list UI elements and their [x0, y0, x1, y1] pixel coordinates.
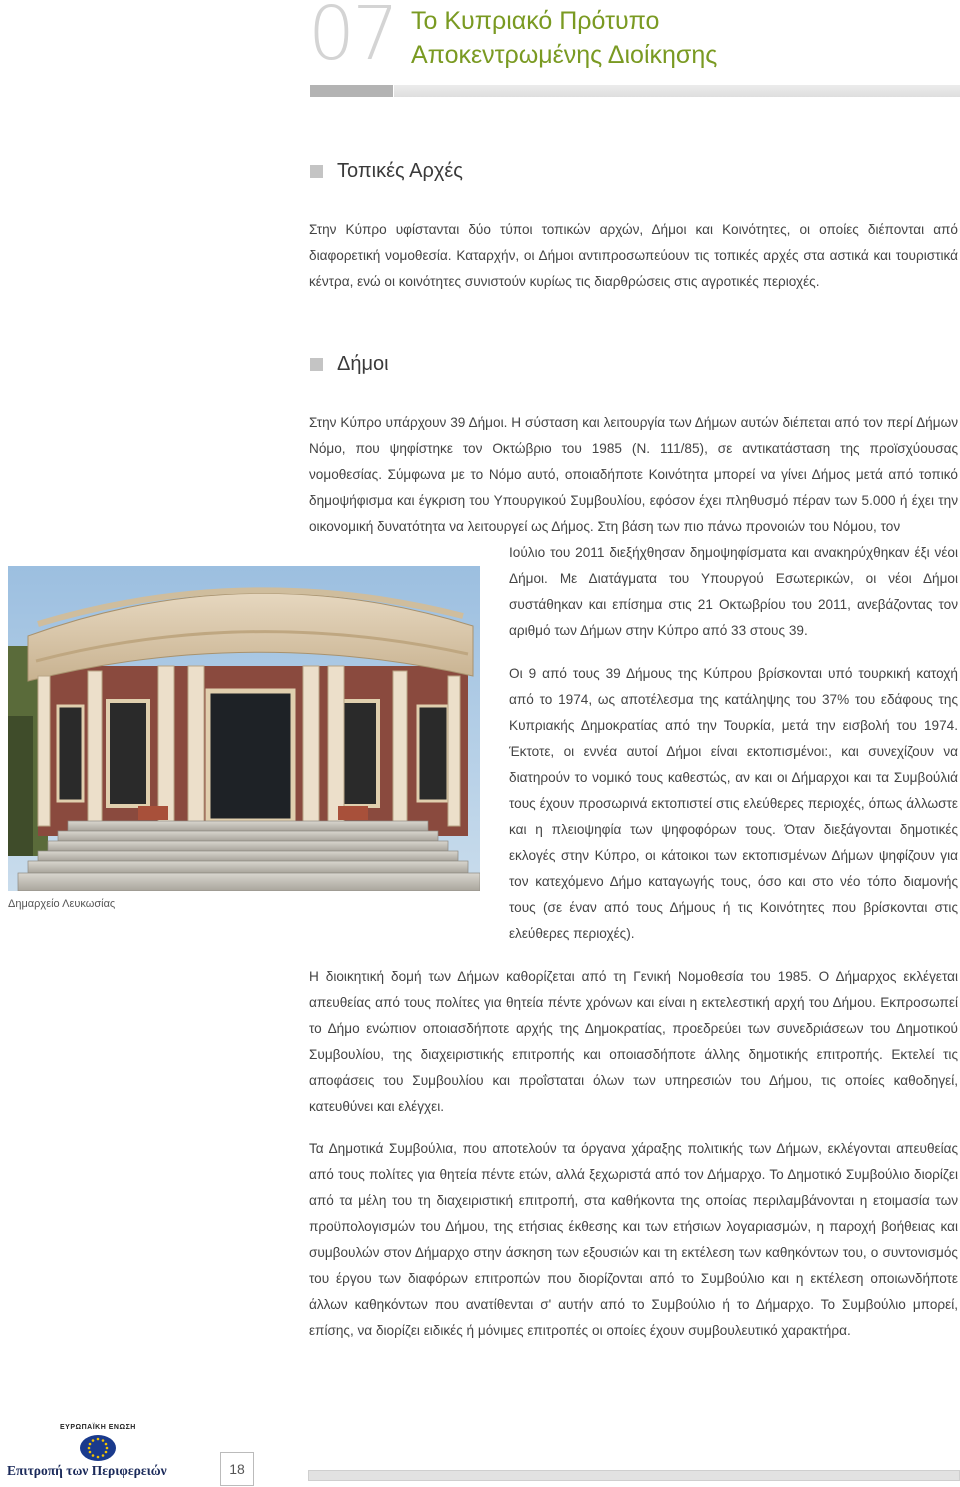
section-heading-municipalities — [310, 353, 389, 376]
municipalities-paragraph-3: Η διοικητική δομή των Δήμων καθορίζεται από τη Γενική Νομοθεσία του 1985. Ο Δήμαρχος εκλέγεται απευθείας από τους πολίτες για θητεία πέντε χρόνων και είναι η εκτελεστική αρχή του Δήμου. Εκπροσωπεί το Δήμο ενώπιον οποιασδήποτε αρχής της Δημοκρατίας, προεδρεύει των συνεδριάσεων του Δημοτικού Συμβουλίου, της διαχειριστικής επιτροπής και οποιασδήποτε άλλης δημοτικής επιτροπής. Εκτελεί τις αποφάσεις του Συμβουλίου και προΐσταται όλων των υπηρεσιών του Δήμου, τις οποίες καθοδηγεί, κατευθύνει και ελέγχει. — [309, 969, 958, 1114]
section-heading-local-authorities — [310, 160, 463, 183]
municipalities-paragraph-2: Οι 9 από τους 39 Δήμους της Κύπρου βρίσκονται υπό τουρκική κατοχή από το 1974, ως αποτέλεσμα της κατάληψης του 37% του εδάφους της Κυπριακής Δημοκρατίας από την Τουρκία, μετά την εισβολή του 1974. Έκτοτε, οι εννέα αυτοί Δήμοι είναι εκτοπισμένοι:, και συνεχίζουν να διατηρούν το νομικό τους καθεστώς, αν και οι Δήμαρχοι και τα Συμβούλιά τους έχουν προσωρινά εκτοπιστεί στις ελεύθερες περιοχές, όπως άλλωστε και η πλειοψηφία των ψηφοφόρων τους. Όταν διεξάγονται δημοτικές εκλογές στην Κύπρο, οι κάτοικοι των εκτοπισμένων Δήμων ψηφίζουν για τον κατεχόμενο Δήμο καταγωγής τους, όσο και στο νέο τόπο διαμονής τους (σε έναν από τους Δήμους ή τις Κοινότητες που βρίσκονται στις ελεύθερες περιοχές). — [509, 666, 958, 941]
header-bar-accent — [310, 85, 393, 97]
chapter-title-line1: Το Κυπριακό Πρότυπο — [411, 7, 660, 35]
header-bar — [394, 85, 960, 97]
municipalities-paragraph-4: Τα Δημοτικά Συμβούλια, που αποτελούν τα όργανα χάραξης πολιτικής των Δήμων, εκλέγονται απευθείας από τους πολίτες για θητεία πέντε ετών, αλλά ξεχωριστά από τον Δήμαρχο. Το Δημοτικό Συμβούλιο διορίζει από τα μέλη του τη διαχειριστική επιτροπή, στα καθήκοντα της οποίας περιλαμβάνονται η ετοιμασία των προϋπολογισμών του Δήμου, της ετήσιας έκθεσης και των ετήσιων λογαριασμών, η παροχή βοήθειας και συμβουλών στον Δήμαρχο στην άσκηση των εξουσιών και τη εκτέλεση των καθηκόντων του, ο συντονισμός του έργου των διαφόρων επιτροπών που διορίζονται από το Συμβούλιο και η εκτέλεση οποιωνδήποτε άλλων καθηκόντων που ανατίθενται σ' αυτήν από το Συμβούλιο ή το Δήμαρχο. Το Συμβούλιο μπορεί, επίσης, να διορίζει ειδικές ή μόνιμες επιτροπές οι οποίες έχουν συμβουλευτικό χαρακτήρα. — [309, 1141, 958, 1338]
chapter-title-line2: Αποκεντρωμένης Διοίκησης — [411, 41, 718, 69]
municipalities-paragraph-1-continued: Ιούλιο του 2011 διεξήχθησαν δημοψηφίσματα και ανακηρύχθηκαν έξι νέοι Δήμοι. Με Διατάγματα του Υπουργού Εσωτερικών, οι νέοι Δήμοι συστάθηκαν και επίσημα στις 21 Οκτωβρίου του 2011, ανεβάζοντας τον αριθμό των Δήμων στην Κύπρο από 33 στους 39. — [509, 545, 958, 638]
municipalities-paragraph-1: Στην Κύπρο υπάρχουν 39 Δήμοι. Η σύσταση και λειτουργία των Δήμων αυτών διέπεται από τον περί Δήμων Νόμο, που ψηφίστηκε τον Οκτώβριο του 1985 (Ν. 111/85), σε αντικατάσταση της προϊσχύουσας νομοθεσίας. Σύμφωνα με το Νόμο αυτό, οποιαδήποτε Κοινότητα μπορεί να γίνει Δήμος μετά από τοπικό δημοψήφισμα και έγκριση του Υπουργικού Συμβουλίου, εφόσον έχει πληθυσμό πέραν των 5.000 ή έχει την οικονομική δυνατότητα να λειτουργεί ως Δήμος. Στη βάση των πιο πάνω προνοιών του Νόμου, τον — [309, 415, 958, 534]
square-bullet-icon — [310, 358, 323, 371]
photo-caption: Δημαρχείο Λευκωσίας — [8, 898, 116, 910]
nicosia-town-hall-photo — [8, 566, 480, 891]
square-bullet-icon — [310, 165, 323, 178]
eu-flag-icon — [78, 1434, 118, 1466]
organization-name: Επιτροπή των Περιφερειών — [7, 1463, 167, 1478]
local-authorities-paragraph: Στην Κύπρο υφίστανται δύο τύποι τοπικών αρχών, Δήμοι και Κοινότητες, οι οποίες διέπονται από διαφορετική νομοθεσία. Καταρχήν, οι Δήμοι αντιπροσωπεύουν τις τοπικές αρχές στα αστικά και τουριστικά κέντρα, ενώ οι κοινότητες συνιστούν κυρίως τις διαρθρώσεις στις αγροτικές περιοχές. — [309, 222, 958, 289]
heading-text: Δήμοι — [337, 353, 389, 375]
chapter-number: 07 — [308, 0, 397, 77]
page-number: 18 — [220, 1452, 254, 1486]
eu-label: ΕΥΡΩΠΑΪΚΗ ΕΝΩΣΗ — [60, 1424, 136, 1431]
heading-text: Τοπικές Αρχές — [337, 160, 463, 182]
footer-bar — [308, 1470, 960, 1481]
chapter-title — [411, 4, 717, 72]
